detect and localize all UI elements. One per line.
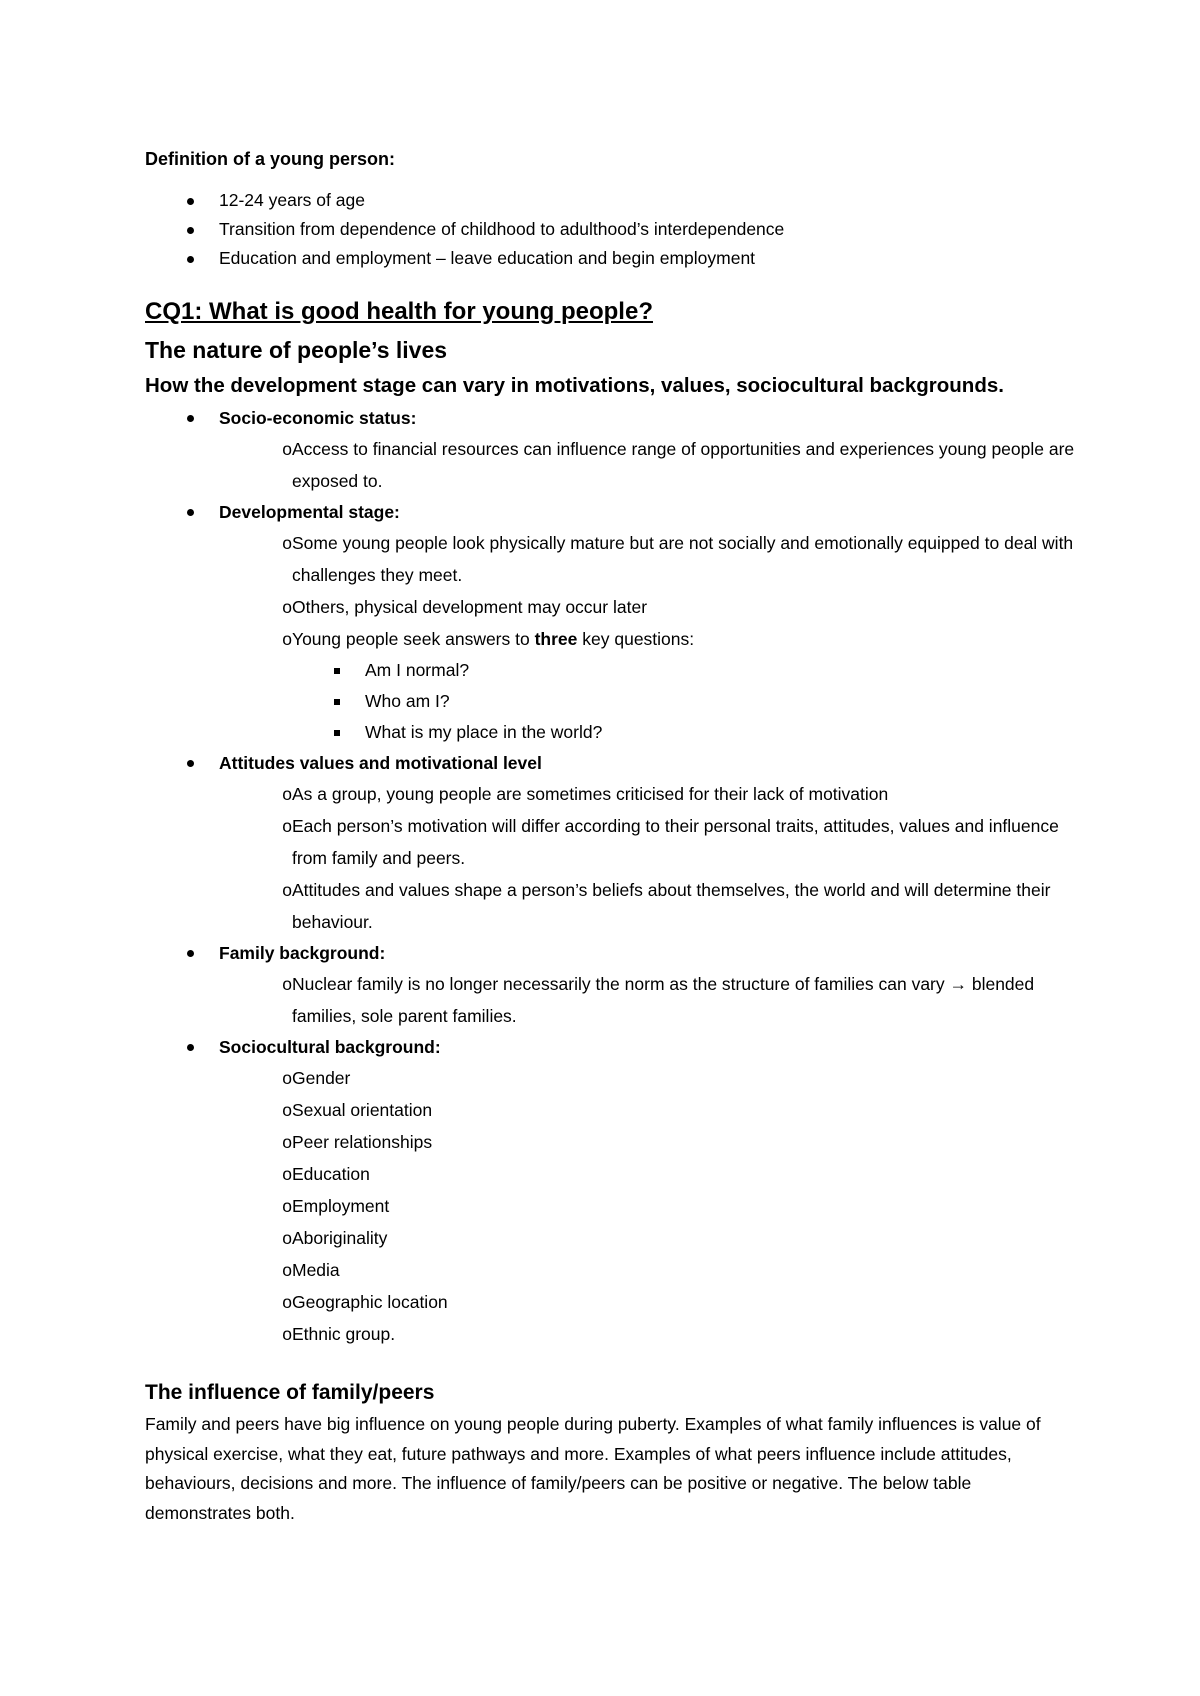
key-questions-list xyxy=(292,655,1075,748)
definition-item: 12-24 years of age xyxy=(145,186,1075,215)
section-title: Socio-economic status: xyxy=(219,408,417,428)
sub-item: o Others, physical development may occur later xyxy=(219,591,1075,623)
section-title: Developmental stage: xyxy=(219,502,400,522)
section-sociocultural xyxy=(145,1032,1075,1350)
sub-item: o Gender xyxy=(219,1062,1075,1094)
definition-item: Transition from dependence of childhood to adulthood’s interdependence xyxy=(145,215,1075,244)
definition-item: Education and employment – leave education and begin employment xyxy=(145,244,1075,273)
sub-item: o Nuclear family is no longer necessarily the norm as the structure of families can vary → blended families, sole parent families. xyxy=(219,968,1075,1032)
sub-item: o Media xyxy=(219,1254,1075,1286)
sub-list xyxy=(219,527,1075,748)
section-socio-economic xyxy=(145,403,1075,497)
section-title: Attitudes values and motivational level xyxy=(219,753,542,773)
sub-item: o Ethnic group. xyxy=(219,1318,1075,1350)
section-title: Sociocultural background: xyxy=(219,1037,441,1057)
sub-item: o Attitudes and values shape a person’s beliefs about themselves, the world and will determine their behaviour. xyxy=(219,874,1075,938)
sub-item: o Education xyxy=(219,1158,1075,1190)
cq1-heading: CQ1: What is good health for young people? xyxy=(145,298,653,325)
questions-prefix: Young people seek answers to xyxy=(292,629,535,649)
development-stage-heading: How the development stage can vary in motivations, values, sociocultural backgrounds. xyxy=(145,374,1004,397)
sub-list xyxy=(219,433,1075,497)
sub-item: o Some young people look physically mature but are not socially and emotionally equipped to deal with challenges they meet. xyxy=(219,527,1075,591)
sub-item: o Aboriginality xyxy=(219,1222,1075,1254)
questions-emphasis: three xyxy=(534,629,578,649)
section-attitudes xyxy=(145,748,1075,938)
key-question: Am I normal? xyxy=(292,655,1075,686)
sub-item: o Access to financial resources can influence range of opportunities and experiences young people are exposed to. xyxy=(219,433,1075,497)
sub-item: o Each person’s motivation will differ according to their personal traits, attitudes, values and influence from family and peers. xyxy=(219,810,1075,874)
definition-list xyxy=(145,186,1075,273)
sub-item: o Geographic location xyxy=(219,1286,1075,1318)
sub-item-questions xyxy=(219,623,1075,748)
section-developmental-stage xyxy=(145,497,1075,748)
document-body xyxy=(145,146,1075,1528)
definition-heading: Definition of a young person: xyxy=(145,149,395,169)
sub-list xyxy=(219,778,1075,938)
sub-item: o As a group, young people are sometimes criticised for their lack of motivation xyxy=(219,778,1075,810)
sub-item: o Employment xyxy=(219,1190,1075,1222)
key-question: Who am I? xyxy=(292,686,1075,717)
nature-of-lives-heading: The nature of people’s lives xyxy=(145,337,448,363)
section-title: Family background: xyxy=(219,943,386,963)
sub-item: o Sexual orientation xyxy=(219,1094,1075,1126)
section-family-background xyxy=(145,938,1075,1032)
key-question: What is my place in the world? xyxy=(292,717,1075,748)
influence-paragraph: Family and peers have big influence on young people during puberty. Examples of what family influences is value of physical exercise, what they eat, future pathways and more. Examples of what peers influence include attitudes, behaviours, decisions and more. The influence of family/peers can be positive or negative. The below table demonstrates both. xyxy=(145,1414,1041,1523)
influence-heading: The influence of family/peers xyxy=(145,1381,435,1404)
sub-list xyxy=(219,968,1075,1032)
sub-list xyxy=(219,1062,1075,1350)
questions-suffix: key questions: xyxy=(577,629,695,649)
sub-item: o Peer relationships xyxy=(219,1126,1075,1158)
factors-list xyxy=(145,403,1075,1350)
